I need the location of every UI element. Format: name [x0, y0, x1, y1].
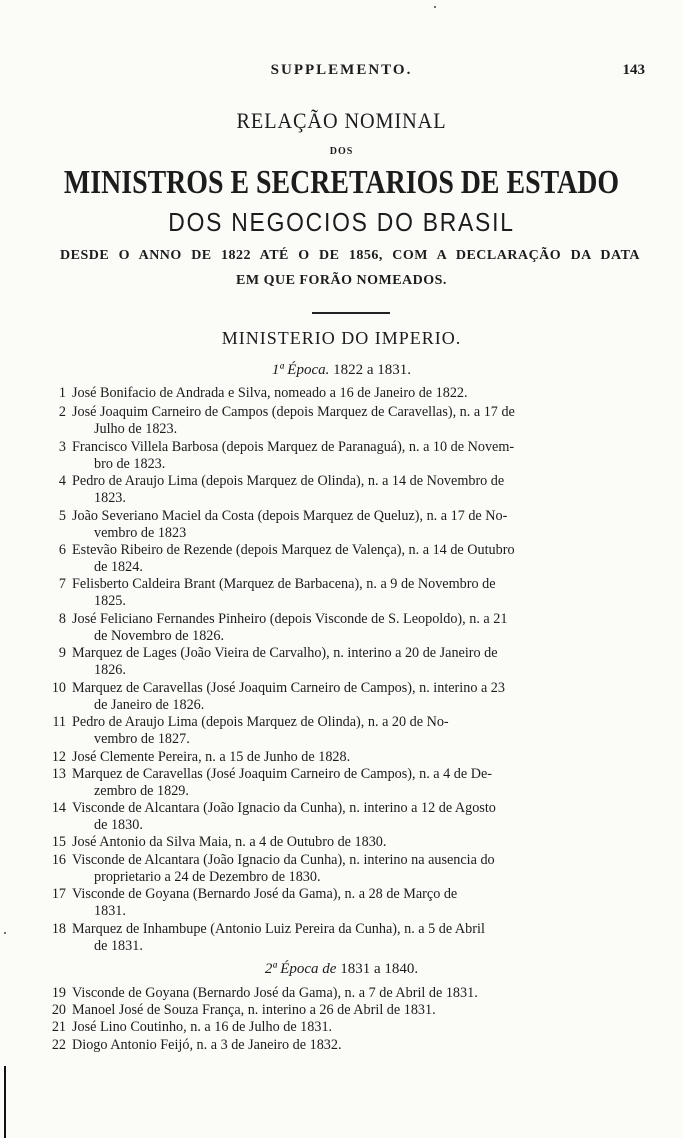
scan-speck: [434, 6, 436, 8]
list-item: [51, 680, 648, 714]
list-item-number: 3: [58, 439, 66, 455]
scan-speck: [4, 932, 6, 934]
list-item: [58, 542, 648, 576]
epoca-1-heading: [0, 362, 683, 379]
list-item-number: 12: [51, 749, 66, 765]
heading-desde: DESDE O ANNO DE 1822 ATÉ O DE 1856, COM A DECLARAÇÃO DA DATA: [60, 248, 640, 263]
list-item-continuation: de 1830.: [94, 816, 143, 833]
list-item: [51, 985, 648, 1002]
list-item-text: Visconde de Alcantara (João Ignacio da Cunha), n. interino a 12 de Agosto: [72, 800, 496, 816]
epoca-2-heading: [0, 961, 683, 978]
heading-em-que: EM QUE FORÃO NOMEADOS.: [236, 273, 447, 288]
list-item: [58, 508, 648, 542]
list-item-continuation: de Janeiro de 1826.: [94, 696, 205, 713]
list-item: [51, 852, 648, 886]
heading-divider-rule: [312, 312, 390, 314]
running-head-title: SUPPLEMENTO.: [270, 62, 413, 78]
list-item-number: 18: [51, 921, 66, 937]
list-item-text: José Clemente Pereira, n. a 15 de Junho de 1828.: [72, 749, 351, 765]
list-item-number: 5: [58, 508, 66, 524]
list-item-text: José Antonio da Silva Maia, n. a 4 de Outubro de 1830.: [72, 834, 387, 850]
list-item: [51, 766, 648, 800]
list-item: [58, 473, 648, 507]
list-item-continuation: Julho de 1823.: [94, 420, 178, 437]
list-item-number: 9: [58, 645, 66, 661]
list-item-text: José Lino Coutinho, n. a 16 de Julho de 1831.: [72, 1019, 333, 1035]
list-item: [58, 611, 648, 645]
list-item-number: 7: [58, 576, 66, 592]
list-item: [51, 921, 648, 955]
list-item-text: Pedro de Araujo Lima (depois Marquez de Olinda), n. a 20 de No-: [72, 714, 449, 730]
list-item: [51, 834, 648, 851]
list-item: [58, 404, 648, 438]
list-item-text: Visconde de Alcantara (João Ignacio da Cunha), n. interino na ausencia do: [72, 852, 495, 868]
list-item-number: 19: [51, 985, 66, 1001]
list-item-number: 10: [51, 680, 66, 696]
list-item-text: Felisberto Caldeira Brant (Marquez de Barbacena), n. a 9 de Novembro de: [72, 576, 496, 592]
list-item-text: João Severiano Maciel da Costa (depois Marquez de Queluz), n. a 17 de No-: [72, 508, 508, 524]
list-item-continuation: bro de 1823.: [94, 455, 166, 472]
section-title: MINISTERIO DO IMPERIO.: [221, 328, 462, 348]
list-item-text: Visconde de Goyana (Bernardo José da Gama), n. a 28 de Março de: [72, 886, 458, 902]
list-item-number: 11: [52, 714, 66, 730]
list-item: [58, 385, 648, 402]
scan-edge-mark: [4, 1066, 6, 1138]
list-item-number: 21: [51, 1019, 66, 1035]
list-item-number: 20: [51, 1002, 66, 1018]
list-item-number: 14: [51, 800, 66, 816]
list-item: [51, 1002, 648, 1019]
list-item: [51, 749, 648, 766]
heading-negocios: DOS NEGOCIOS DO BRASIL: [168, 207, 515, 237]
list-item-text: José Bonifacio de Andrada e Silva, nomeado a 16 de Janeiro de 1822.: [72, 385, 468, 401]
list-item: [52, 714, 648, 748]
heading-dos: DOS: [329, 146, 354, 157]
list-item-text: Francisco Villela Barbosa (depois Marquez de Paranaguá), n. a 10 de Novem-: [72, 439, 515, 455]
list-item-number: 17: [51, 886, 66, 902]
list-item-text: José Feliciano Fernandes Pinheiro (depois Visconde de S. Leopoldo), n. a 21: [72, 611, 508, 627]
epoca-2-range: 1831 a 1840.: [340, 961, 419, 977]
list-item: [51, 1037, 648, 1054]
list-item-text: Diogo Antonio Feijó, n. a 3 de Janeiro de 1832.: [72, 1037, 342, 1053]
list-item-number: 6: [58, 542, 66, 558]
list-item-number: 2: [58, 404, 66, 420]
list-item-continuation: de 1824.: [94, 558, 143, 575]
list-item-text: Marquez de Inhambupe (Antonio Luiz Pereira da Cunha), n. a 5 de Abril: [72, 921, 485, 937]
list-item-number: 1: [58, 385, 66, 401]
list-item-continuation: 1823.: [94, 489, 126, 506]
list-item: [51, 800, 648, 834]
list-item-text: Manoel José de Souza França, n. interino a 26 de Abril de 1831.: [72, 1002, 436, 1018]
list-item-text: Pedro de Araujo Lima (depois Marquez de Olinda), n. a 14 de Novembro de: [72, 473, 505, 489]
running-head: [0, 60, 683, 84]
epoca-2-label: 2ª Época de: [264, 961, 337, 977]
list-item-continuation: 1831.: [94, 902, 126, 919]
list-item-number: 8: [58, 611, 66, 627]
list-item-number: 22: [51, 1037, 66, 1053]
list-item-continuation: de Novembro de 1826.: [94, 627, 225, 644]
list-item: [51, 1019, 648, 1036]
list-item-text: Marquez de Caravellas (José Joaquim Carneiro de Campos), n. interino a 23: [72, 680, 505, 696]
list-item-number: 16: [51, 852, 66, 868]
list-item-continuation: de 1831.: [94, 937, 143, 954]
list-item: [51, 886, 648, 920]
list-item-text: Visconde de Goyana (Bernardo José da Gama), n. a 7 de Abril de 1831.: [72, 985, 478, 1001]
list-item-text: Estevão Ribeiro de Rezende (depois Marquez de Valença), n. a 14 de Outubro: [72, 542, 515, 558]
list-item-number: 15: [51, 834, 66, 850]
epoca-1-label: 1ª Época.: [271, 362, 330, 378]
list-item-text: Marquez de Caravellas (José Joaquim Carneiro de Campos), n. a 4 de De-: [72, 766, 492, 782]
heading-ministros: MINISTROS E SECRETARIOS DE ESTADO: [63, 164, 620, 201]
list-item-text: José Joaquim Carneiro de Campos (depois Marquez de Caravellas), n. a 17 de: [72, 404, 515, 420]
page-number: 143: [622, 62, 645, 78]
list-item: [58, 645, 648, 679]
list-item-number: 4: [58, 473, 66, 489]
epoca-1-range: 1822 a 1831.: [333, 362, 412, 378]
list-item-continuation: vembro de 1823: [94, 524, 187, 541]
list-item-continuation: 1826.: [94, 661, 126, 678]
list-item-number: 13: [51, 766, 66, 782]
heading-relacao-nominal: RELAÇÃO NOMINAL: [236, 108, 447, 133]
list-item: [58, 439, 648, 473]
list-item-continuation: 1825.: [94, 592, 126, 609]
list-item: [58, 576, 648, 610]
list-item-continuation: vembro de 1827.: [94, 730, 190, 747]
list-item-continuation: proprietario a 24 de Dezembro de 1830.: [94, 868, 321, 885]
list-item-text: Marquez de Lages (João Vieira de Carvalho), n. interino a 20 de Janeiro de: [72, 645, 498, 661]
list-item-continuation: zembro de 1829.: [94, 782, 189, 799]
